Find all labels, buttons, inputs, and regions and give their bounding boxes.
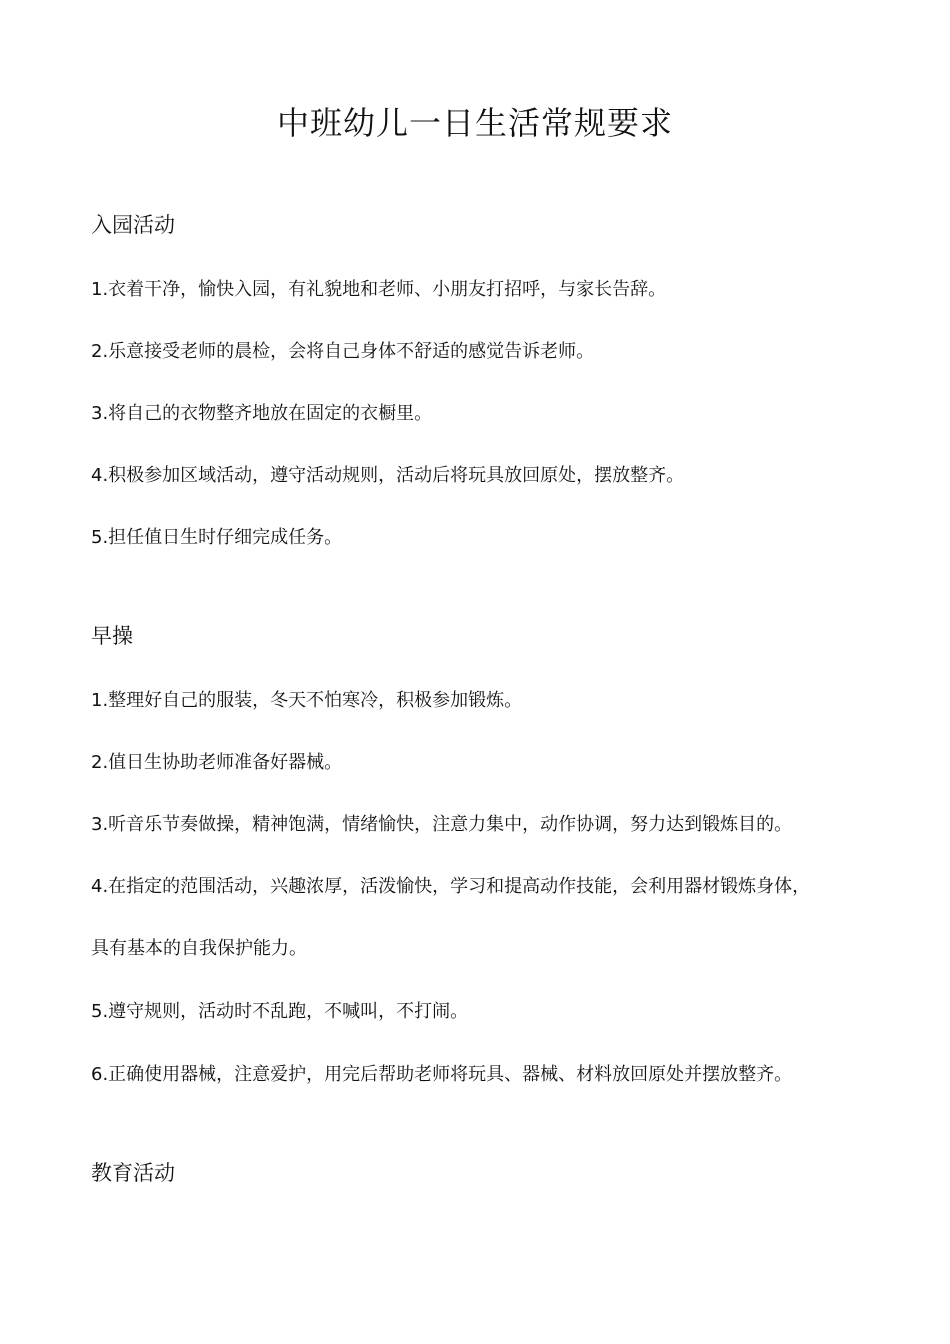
paragraph-line: 3.听音乐节奏做操，精神饱满，情绪愉快，注意力集中，动作协调，努力达到锻炼目的。 — [91, 814, 793, 835]
paragraph-line: 4.在指定的范围活动，兴趣浓厚，活泼愉快，学习和提高动作技能，会利用器材锻炼身体， — [91, 876, 811, 897]
paragraph-line: 5.担任值日生时仔细完成任务。 — [91, 527, 343, 548]
paragraph-line: 5.遵守规则，活动时不乱跑，不喊叫，不打闹。 — [91, 1001, 469, 1022]
paragraph-line: 1.衣着干净，愉快入园，有礼貌地和老师、小朋友打招呼，与家长告辞。 — [91, 279, 667, 300]
document-title: 中班幼儿一日生活常规要求 — [276, 104, 673, 142]
paragraph-line: 具有基本的自我保护能力。 — [91, 938, 307, 959]
paragraph-line: 4.积极参加区域活动，遵守活动规则，活动后将玩具放回原处，摆放整齐。 — [91, 465, 685, 486]
paragraph-line: 2.乐意接受老师的晨检，会将自己身体不舒适的感觉告诉老师。 — [91, 341, 595, 362]
section-heading-morning-exercise: 早操 — [91, 624, 133, 648]
paragraph-line: 6.正确使用器械，注意爱护，用完后帮助老师将玩具、器械、材料放回原处并摆放整齐。 — [91, 1064, 793, 1085]
section-heading-arrival: 入园活动 — [91, 213, 175, 237]
section-heading-education: 教育活动 — [91, 1161, 175, 1185]
paragraph-line: 1.整理好自己的服装，冬天不怕寒冷，积极参加锻炼。 — [91, 690, 523, 711]
paragraph-line: 3.将自己的衣物整齐地放在固定的衣橱里。 — [91, 403, 433, 424]
paragraph-line: 2.值日生协助老师准备好器械。 — [91, 752, 343, 773]
